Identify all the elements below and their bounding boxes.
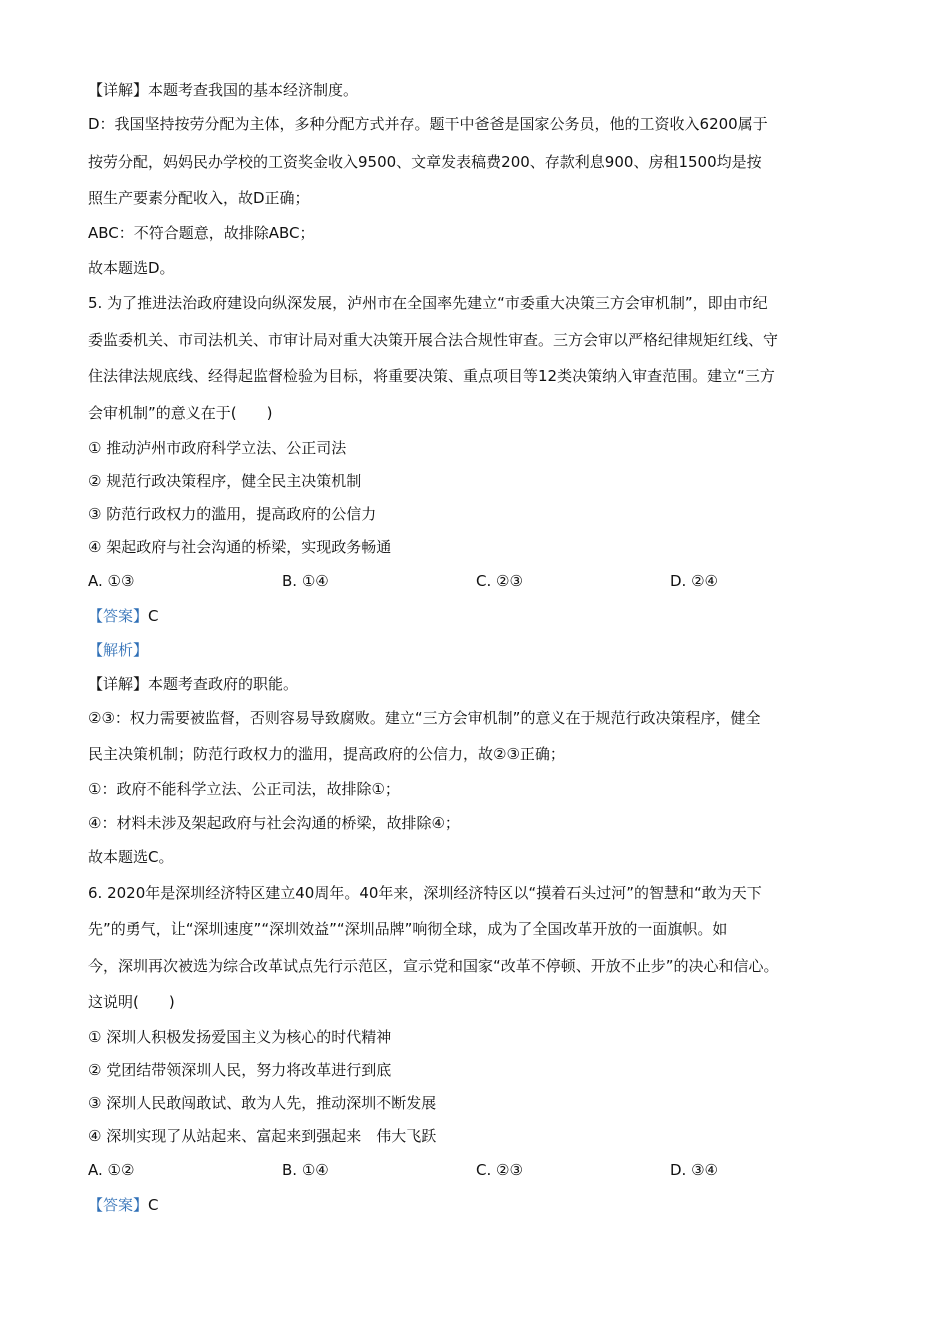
- option-d: D. ③④: [670, 1161, 718, 1179]
- option-a: A. ①②: [88, 1161, 135, 1179]
- answer-value: C: [148, 607, 159, 625]
- question-5-line: 委监委机关、市司法机关、市审计局对重大决策开展合法合规性审查。三方会审以严格纪律规矩红线、守: [88, 331, 779, 349]
- statement-1: ① 推动泸州市政府科学立法、公正司法: [88, 439, 347, 457]
- explanation-line: 民主决策机制；防范行政权力的滥用，提高政府的公信力，故②③正确；: [88, 745, 565, 763]
- detail-text: 本题考查我国的基本经济制度。: [148, 81, 359, 99]
- question-5-line: 会审机制”的意义在于( ): [88, 404, 273, 422]
- detail-line: [88, 78, 868, 102]
- explanation-line: ②③：权力需要被监督，否则容易导致腐败。建立“三方会审机制”的意义在于规范行政决策程序，健全: [88, 709, 761, 727]
- statement-4: ④ 深圳实现了从站起来、富起来到强起来 伟大飞跃: [88, 1127, 437, 1145]
- explanation-line: 故本题选C。: [88, 848, 174, 866]
- option-b: B. ①④: [282, 1161, 329, 1179]
- statement-2: ② 规范行政决策程序，健全民主决策机制: [88, 472, 362, 490]
- explanation-line: ①：政府不能科学立法、公正司法，故排除①；: [88, 780, 400, 798]
- paragraph-line: D：我国坚持按劳分配为主体，多种分配方式并存。题干中爸爸是国家公务员，他的工资收入6200属于: [88, 115, 768, 133]
- paragraph-line: 按劳分配，妈妈民办学校的工资奖金收入9500、文章发表稿费200、存款利息900、房租1500均是按: [88, 153, 762, 171]
- question-5-line: 住法律法规底线、经得起监督检验为目标，将重要决策、重点项目等12类决策纳入审查范围。建立“三方: [88, 367, 775, 385]
- analysis-tag: 【解析】: [88, 641, 149, 659]
- statement-3: ③ 深圳人民敢闯敢试、敢为人先，推动深圳不断发展: [88, 1094, 437, 1112]
- paragraph-line: ABC：不符合题意，故排除ABC；: [88, 224, 315, 242]
- answer-value: C: [148, 1196, 159, 1214]
- question-6-line: 先”的勇气，让“深圳速度”“深圳效益”“深圳品牌”响彻全球，成为了全国改革开放的一面旗帜。如: [88, 920, 728, 938]
- answer-tag: 【答案】: [88, 607, 149, 625]
- option-b: B. ①④: [282, 572, 329, 590]
- detail-tag: 【详解】: [88, 675, 149, 693]
- option-d: D. ②④: [670, 572, 718, 590]
- statement-2: ② 党团结带领深圳人民，努力将改革进行到底: [88, 1061, 392, 1079]
- option-a: A. ①③: [88, 572, 135, 590]
- answer-line: [88, 1193, 868, 1217]
- option-c: C. ②③: [476, 1161, 523, 1179]
- detail-text: 本题考查政府的职能。: [148, 675, 299, 693]
- option-c: C. ②③: [476, 572, 523, 590]
- statement-3: ③ 防范行政权力的滥用，提高政府的公信力: [88, 505, 377, 523]
- detail-tag: 【详解】: [88, 81, 149, 99]
- statement-4: ④ 架起政府与社会沟通的桥梁，实现政务畅通: [88, 538, 392, 556]
- detail-line: [88, 672, 868, 696]
- question-6-line: 6. 2020年是深圳经济特区建立40周年。40年来，深圳经济特区以“摸着石头过河”的智慧和“敢为天下: [88, 884, 762, 902]
- explanation-line: ④：材料未涉及架起政府与社会沟通的桥梁，故排除④；: [88, 814, 460, 832]
- statement-1: ① 深圳人积极发扬爱国主义为核心的时代精神: [88, 1028, 392, 1046]
- question-5-line: 5. 为了推进法治政府建设向纵深发展，泸州市在全国率先建立“市委重大决策三方会审机制”，即由市纪: [88, 294, 768, 312]
- question-6-line: 这说明( ): [88, 993, 175, 1011]
- question-6-line: 今，深圳再次被选为综合改革试点先行示范区，宣示党和国家“改革不停顿、开放不止步”的决心和信心。: [88, 957, 779, 975]
- answer-tag: 【答案】: [88, 1196, 149, 1214]
- paragraph-line: 照生产要素分配收入，故D正确；: [88, 189, 310, 207]
- paragraph-line: 故本题选D。: [88, 259, 175, 277]
- answer-line: [88, 604, 868, 628]
